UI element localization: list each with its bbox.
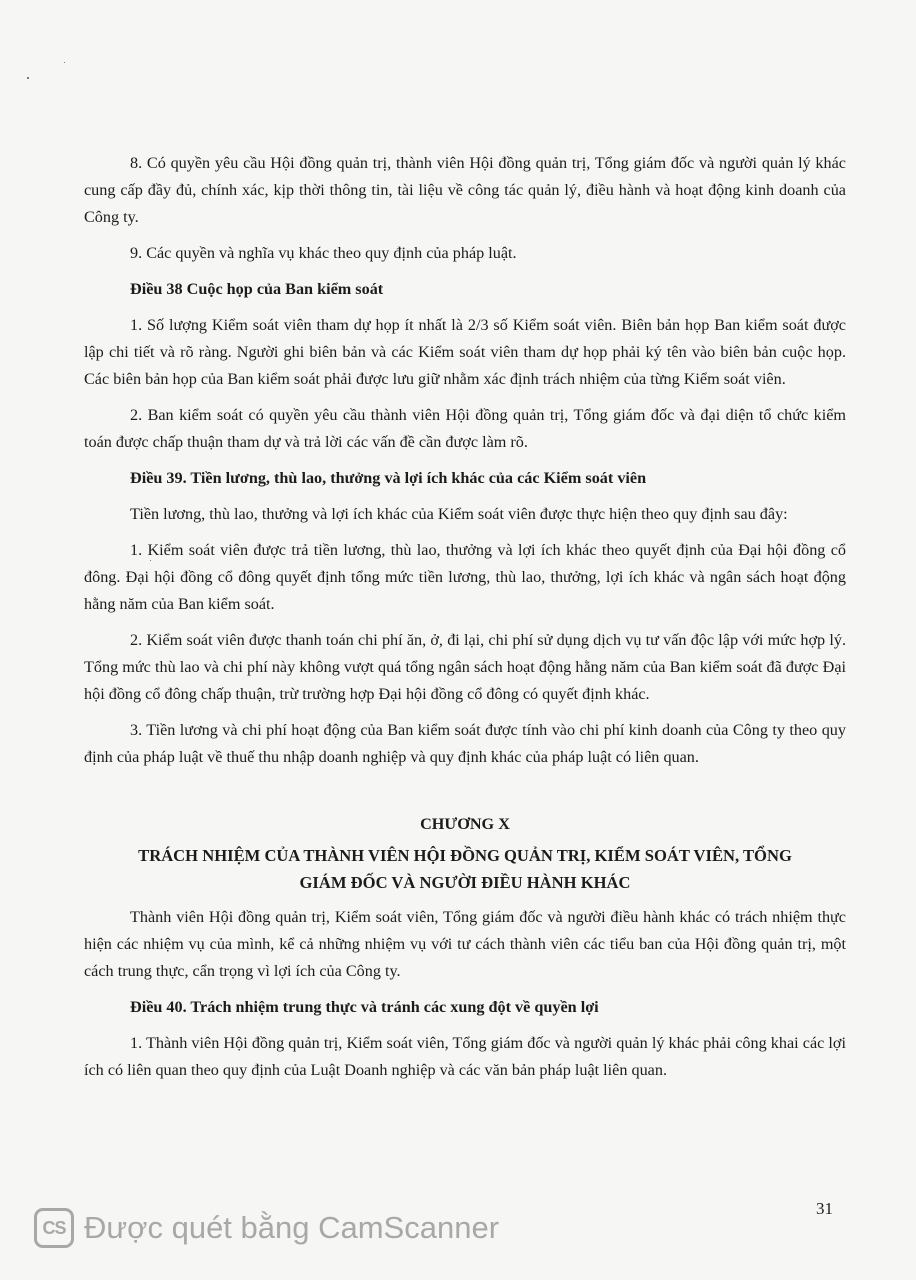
article-38-item-2: 2. Ban kiểm soát có quyền yêu cầu thành viên Hội đồng quản trị, Tổng giám đốc và đại diện tổ chức kiểm toán được chấp thuận tham dự và trả lời các vấn đề cần được làm rõ.	[84, 406, 846, 451]
article-39-item-3: 3. Tiền lương và chi phí hoạt động của Ban kiểm soát được tính vào chi phí kinh doanh của Công ty theo quy định của pháp luật về thuế thu nhập doanh nghiệp và quy định khác của pháp luật có liên quan.	[84, 721, 846, 766]
article-39-item-1: 1. Kiểm soát viên được trả tiền lương, thù lao, thưởng và lợi ích khác theo quyết định của Đại hội đồng cổ đông. Đại hội đồng cổ đông quyết định tổng mức tiền lương, thù lao, thưởng, lợi ích khác và ngân sách hoạt động hằng năm của Ban kiểm soát.	[84, 541, 846, 613]
paragraph-9: 9. Các quyền và nghĩa vụ khác theo quy định của pháp luật.	[130, 244, 517, 262]
scan-speck	[64, 62, 65, 63]
article-39-heading: Điều 39. Tiền lương, thù lao, thưởng và lợi ích khác của các Kiểm soát viên	[130, 469, 647, 487]
article-40-item-1: 1. Thành viên Hội đồng quản trị, Kiểm soát viên, Tổng giám đốc và người quản lý khác phải công khai các lợi ích có liên quan theo quy định của Luật Doanh nghiệp và các văn bản pháp luật liên quan.	[84, 1034, 846, 1079]
camscanner-watermark	[34, 1206, 499, 1250]
document-body	[84, 150, 846, 1093]
article-39-intro: Tiền lương, thù lao, thưởng và lợi ích khác của Kiểm soát viên được thực hiện theo quy định sau đây:	[130, 505, 788, 523]
article-40-heading: Điều 40. Trách nhiệm trung thực và tránh các xung đột về quyền lợi	[130, 998, 599, 1016]
watermark-text: Được quét bằng CamScanner	[84, 1210, 500, 1245]
chapter-title-line-1: TRÁCH NHIỆM CỦA THÀNH VIÊN HỘI ĐỒNG QUẢN TRỊ, KIỂM SOÁT VIÊN, TỔNG	[138, 846, 792, 865]
paragraph-8: 8. Có quyền yêu cầu Hội đồng quản trị, thành viên Hội đồng quản trị, Tổng giám đốc và người quản lý khác cung cấp đầy đủ, chính xác, kịp thời thông tin, tài liệu về công tác quản lý, điều hành và hoạt động kinh doanh của Công ty.	[84, 154, 846, 226]
article-38-item-1: 1. Số lượng Kiểm soát viên tham dự họp ít nhất là 2/3 số Kiểm soát viên. Biên bản họp Ban kiểm soát được lập chi tiết và rõ ràng. Người ghi biên bản và các Kiểm soát viên tham dự họp phải ký tên vào biên bản cuộc họp. Các biên bản họp của Ban kiểm soát phải được lưu giữ nhằm xác định trách nhiệm của từng Kiểm soát viên.	[84, 316, 846, 388]
article-38-heading: Điều 38 Cuộc họp của Ban kiểm soát	[130, 280, 384, 298]
camscanner-logo-icon: CS	[34, 1208, 74, 1248]
chapter-label: CHƯƠNG X	[420, 815, 510, 833]
chapter-title-line-2: GIÁM ĐỐC VÀ NGƯỜI ĐIỀU HÀNH KHÁC	[299, 873, 631, 892]
page-number: 31	[816, 1199, 833, 1218]
article-39-item-2: 2. Kiểm soát viên được thanh toán chi phí ăn, ở, đi lại, chi phí sử dụng dịch vụ tư vấn độc lập với mức hợp lý. Tổng mức thù lao và chi phí này không vượt quá tổng ngân sách hoạt động hằng năm của Ban kiểm soát đã được Đại hội đồng cổ đông chấp thuận, trừ trường hợp Đại hội đồng cổ đông có quyết định khác.	[84, 631, 846, 703]
chapter-title	[84, 842, 846, 896]
scan-speck	[27, 77, 29, 79]
chapter-intro: Thành viên Hội đồng quản trị, Kiểm soát viên, Tổng giám đốc và người điều hành khác có trách nhiệm thực hiện các nhiệm vụ của mình, kể cả những nhiệm vụ với tư cách thành viên các tiểu ban của Hội đồng quản trị, một cách trung thực, cẩn trọng vì lợi ích của Công ty.	[84, 908, 846, 980]
